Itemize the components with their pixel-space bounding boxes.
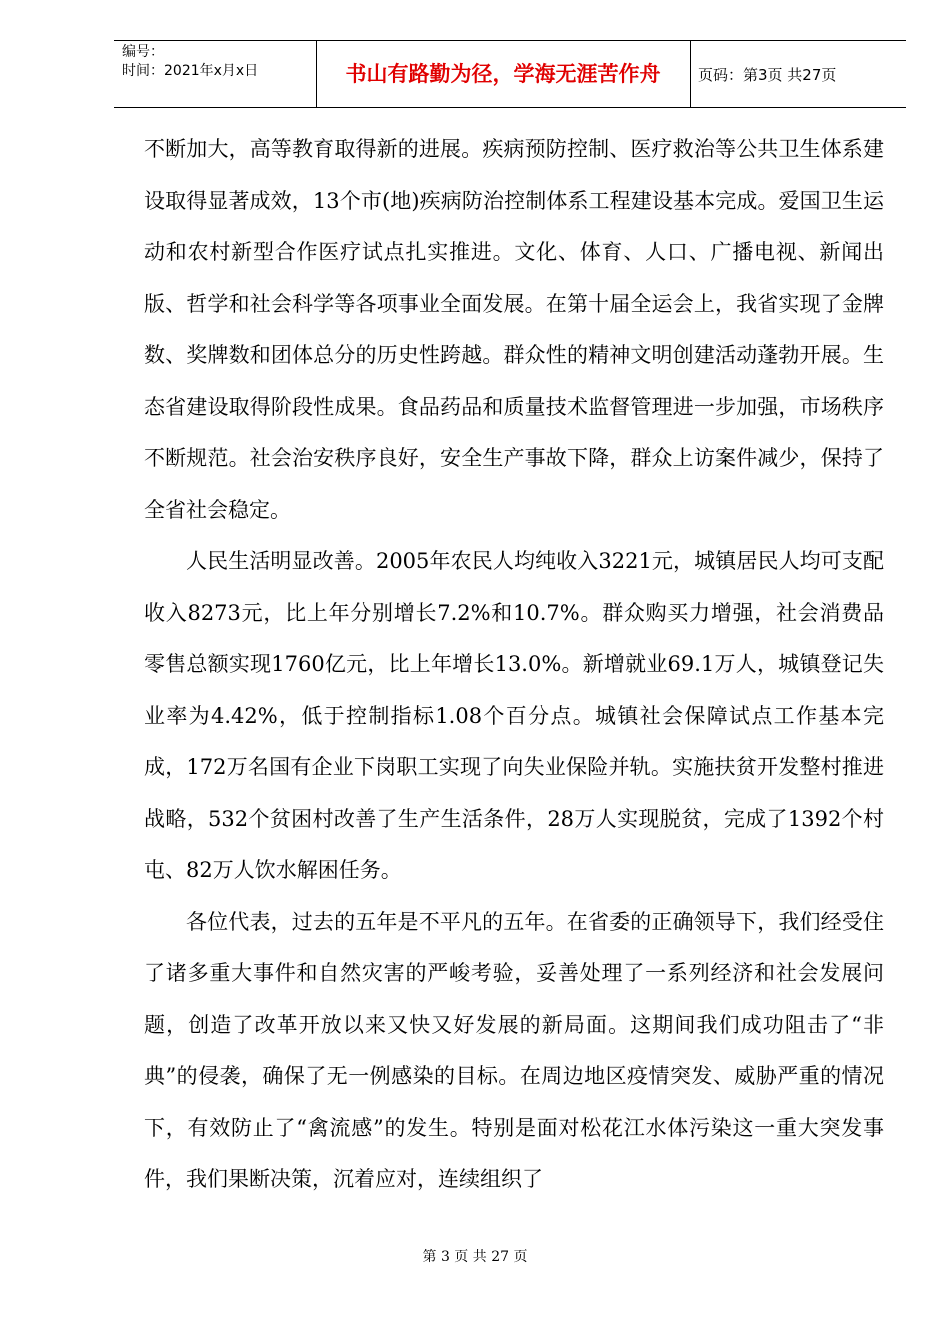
body-paragraph: 人民生活明显改善。2005年农民人均纯收入3221元，城镇居民人均可支配收入8273元，比上年分别增长7.2%和10.7%。群众购买力增强，社会消费品零售总额实现1760亿元，比上年增长13.0%。新增就业69.1万人，城镇登记失业率为4.42%，低于控制指标1.08个百分点。城镇社会保障试点工作基本完成，172万名国有企业下岗职工实现了向失业保险并轨。实施扶贫开发整村推进战略，532个贫困村改善了生产生活条件，28万人实现脱贫，完成了1392个村屯、82万人饮水解困任务。 [144,549,884,882]
body-paragraph: 不断加大，高等教育取得新的进展。疾病预防控制、医疗救治等公共卫生体系建设取得显著成效，13个市(地)疾病防治控制体系工程建设基本完成。爱国卫生运动和农村新型合作医疗试点扎实推进。文化、体育、人口、广播电视、新闻出版、哲学和社会科学等各项事业全面发展。在第十届全运会上，我省实现了金牌数、奖牌数和团体总分的历史性跨越。群众性的精神文明创建活动蓬勃开展。生态省建设取得阶段性成果。食品药品和质量技术监督管理进一步加强，市场秩序不断规范。社会治安秩序良好，安全生产事故下降，群众上访案件减少，保持了全省社会稳定。 [144,137,884,522]
header-page-info: 页码：第3页 共27页 [698,66,837,84]
document-time-label: 时间：2021年x月x日 [122,63,259,79]
header-motto: 书山有路勤为径，学海无涯苦作舟 [345,62,661,86]
header-meta [122,43,258,81]
header-divider [690,41,691,107]
document-header [114,40,906,108]
page-footer: 第 3 页 共 27 页 [422,1249,528,1265]
document-body [144,124,884,1206]
body-paragraph: 各位代表，过去的五年是不平凡的五年。在省委的正确领导下，我们经受住了诸多重大事件和自然灾害的严峻考验，妥善处理了一系列经济和社会发展问题，创造了改革开放以来又快又好发展的新局面。这期间我们成功阻击了“非典”的侵袭，确保了无一例感染的目标。在周边地区疫情突发、威胁严重的情况下，有效防止了“禽流感”的发生。特别是面对松花江水体污染这一重大突发事件，我们果断决策，沉着应对，连续组织了 [144,909,884,1191]
document-number-label: 编号： [122,44,164,60]
